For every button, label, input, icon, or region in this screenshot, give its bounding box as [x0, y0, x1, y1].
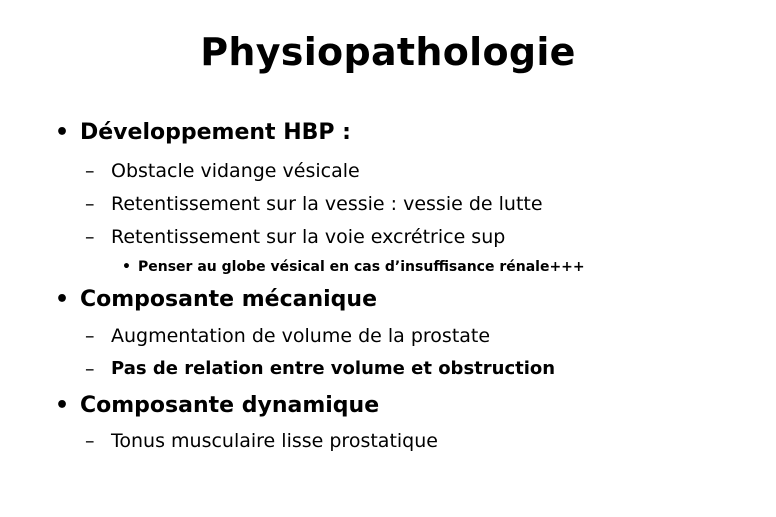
- dash-marker: –: [85, 325, 95, 347]
- bullet-marker: •: [122, 259, 131, 275]
- bullet-text: Composante dynamique: [80, 393, 380, 418]
- sub-item-text: Retentissement sur la voie excrétrice sup: [111, 226, 506, 248]
- dash-marker: –: [85, 430, 95, 452]
- bullet-text: Développement HBP :: [80, 120, 351, 145]
- bullet-marker: •: [55, 287, 70, 312]
- dash-marker: –: [85, 226, 95, 248]
- sub-item-text: Tonus musculaire lisse prostatique: [111, 430, 438, 452]
- sub-item-text: Augmentation de volume de la prostate: [111, 325, 491, 347]
- bullet-text: Composante mécanique: [80, 287, 378, 312]
- sub-sub-item-text: Penser au globe vésical en cas d’insuffisance rénale+++: [138, 259, 585, 275]
- slide-title: Physiopathologie: [200, 30, 576, 74]
- bullet-marker: •: [55, 120, 70, 145]
- sub-item-text: Obstacle vidange vésicale: [111, 160, 360, 182]
- bullet-marker: •: [55, 393, 70, 418]
- dash-marker: –: [85, 358, 95, 380]
- sub-item-text: Pas de relation entre volume et obstruction: [111, 358, 556, 379]
- dash-marker: –: [85, 193, 95, 215]
- dash-marker: –: [85, 160, 95, 182]
- sub-item-text: Retentissement sur la vessie : vessie de lutte: [111, 193, 543, 215]
